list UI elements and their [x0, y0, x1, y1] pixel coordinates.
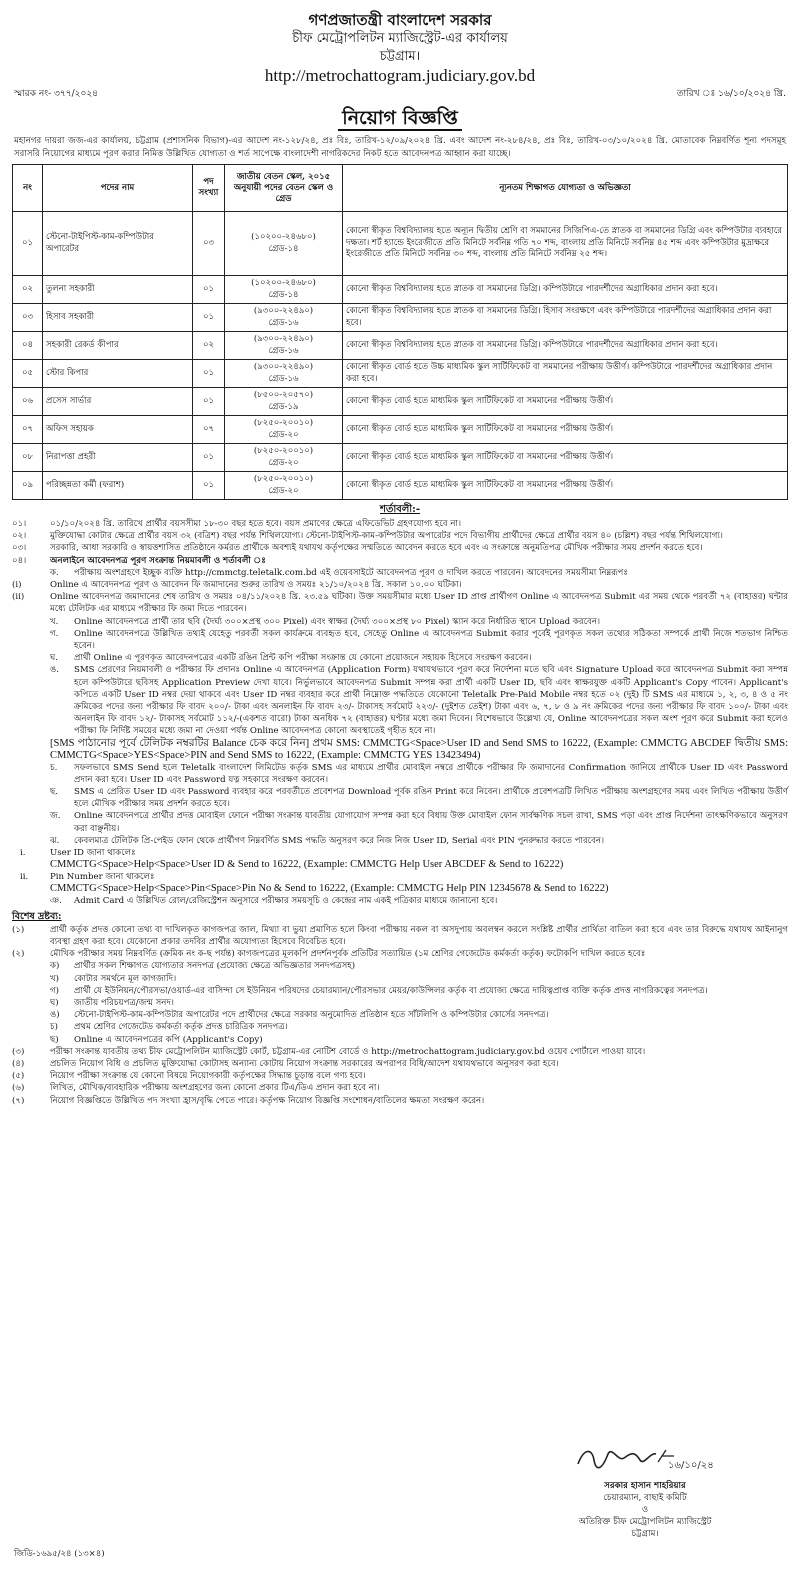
- scale-grade: গ্রেড-১৬: [268, 345, 299, 356]
- table-row: [13, 416, 788, 444]
- table-row: [13, 388, 788, 416]
- memo-date: তারিখ ঃ ১৬/১০/২০২৪ খ্রি.: [676, 89, 786, 99]
- table-row: [13, 304, 788, 332]
- memo-ref: স্মারক নং- ৩৭৭/২০২৪: [14, 89, 99, 99]
- scale-grade: গ্রেড-১৬: [268, 373, 299, 384]
- item-text: পরীক্ষা সংক্রান্ত যাবতীয় তথ্য চীফ মেট্রোপলিটন ম্যাজিস্ট্রেট কোর্ট, চট্টগ্রাম-এর নোটিশ বোর্ডে ও http://metrochattogram.judiciary.gov.bd ওয়েব পোর্টালে পাওয়া যাবে।: [50, 1046, 646, 1057]
- doc-label: গ): [50, 985, 59, 996]
- cell-post: অফিস সহায়ক: [43, 416, 193, 444]
- cell-count: ০৭: [193, 416, 225, 444]
- conditions-title: [12, 502, 788, 518]
- doc-text: প্রার্থীর সকল শিক্ষাগত যোগ্যতার সনদপত্র (প্রযোজ্য ক্ষেত্রে অভিজ্ঞতার সনদপত্রসহ): [74, 961, 356, 972]
- cell-scale: [225, 360, 343, 388]
- scale-range: (৮২৫০-২০০১০): [253, 474, 314, 484]
- cell-count: ০১: [193, 360, 225, 388]
- online-rule: [12, 786, 788, 810]
- th-qual: ন্যূনতম শিক্ষাগত যোগ্যতা ও অভিজ্ঞতা: [343, 165, 788, 212]
- list-item: [12, 530, 788, 542]
- cell-no: ০৫: [13, 360, 43, 388]
- cell-count: ০১: [193, 276, 225, 304]
- cell-qual: কোনো স্বীকৃত বোর্ড হতে মাধ্যমিক স্কুল সার্টিফিকেট বা সমমানের পরীক্ষায় উত্তীর্ণ।: [343, 416, 788, 444]
- rule-text: Online আবেদনপত্র জমাদানের শেষ তারিখ ও সময়ঃ ০৪/১১/২০২৪ খ্রি. ২৩.৫৯ ঘটিকা। উক্ত সময়সীমার মধ্যে User ID প্রাপ্ত প্রার্থীগণ Online এ আবেদনপত্র Submit এর সময় থেকে পরবর্তী ৭২ (বাহাত্তর) ঘন্টার মধ্যে টেলিটক এর মাধ্যমে পরীক্ষার ফি জমা দিতে পারবেন।: [50, 592, 788, 615]
- scale-grade: গ্রেড-১৪: [268, 289, 299, 300]
- doc-item: [12, 973, 788, 985]
- item-number: (৭): [12, 1095, 25, 1106]
- cell-count: ০১: [193, 472, 225, 500]
- online-rule: [12, 591, 788, 615]
- item-number: ০৩।: [12, 543, 27, 554]
- rule-text: CMMCTG<Space>Help<Space>User ID & Send to 16222, (Example: CMMCTG Help User ABCDEF & Send to 16222): [50, 859, 564, 871]
- cell-post: তুলনা সহকারী: [43, 276, 193, 304]
- scale-range: (১০২০০-২৪৬৮০): [251, 278, 316, 288]
- table-row: [13, 276, 788, 304]
- item-text: লিখিত, মৌখিক/ব্যবহারিক পরীক্ষায় অংশগ্রহণের জন্য কোনো প্রকার টিএ/ডিএ প্রদান করা হবে না।: [50, 1083, 380, 1094]
- online-rule: [12, 810, 788, 834]
- table-row: [13, 212, 788, 276]
- table-row: [13, 360, 788, 388]
- item-number: ০৪।: [12, 555, 27, 566]
- cell-qual: কোনো স্বীকৃত বিশ্ববিদ্যালয় হতে স্নাতক বা সমমানের ডিগ্রি। হিসাব সংরক্ষণে এবং কম্পিউটারে পারদর্শীদের অগ্রাধিকার প্রদান করা হবে।: [343, 304, 788, 332]
- doc-item: [12, 985, 788, 997]
- list-item: [12, 1070, 788, 1082]
- item-text: নিয়োগ বিজ্ঞপ্তিতে উল্লিখিত পদ সংখ্যা হ্রাস/বৃদ্ধি পেতে পারে। কর্তৃপক্ষ নিয়োগ বিজ্ঞপ্তি সংশোধন/বাতিলের ক্ষমতা সংরক্ষণ করেন।: [50, 1095, 485, 1106]
- rule-text: CMMCTG<Space>Help<Space>Pin<Space>Pin No & Send to 16222, (Example: CMMCTG Help PIN 12345678 & Send to 16222): [50, 883, 609, 895]
- cell-post: হিসাব সহকারী: [43, 304, 193, 332]
- doc-text: স্টেনো-টাইপিস্ট-কাম-কম্পিউটার অপারেটর পদে প্রার্থীদের ক্ষেত্রে সরকার অনুমোদিত প্রতিষ্ঠান হতে সাঁটলিপি ও কম্পিউটার কোর্সের সনদপত্র।: [74, 1010, 549, 1021]
- signatory-and: ও: [641, 1505, 649, 1515]
- doc-item: [12, 997, 788, 1009]
- signatory-role-1: চেয়ারম্যান, বাছাই কমিটি: [603, 1493, 687, 1503]
- th-scale: জাতীয় বেতন স্কেল, ২০১৫ অনুযায়ী পদের বেতন স্কেল ও গ্রেড: [225, 165, 343, 212]
- table-row: [13, 472, 788, 500]
- online-rule: [12, 835, 788, 847]
- doc-text: কোটার সমর্থনে মূল কাগজাদি।: [74, 973, 177, 984]
- memo-row: [12, 87, 788, 101]
- cell-post: সহকারী রেকর্ড কীপার: [43, 332, 193, 360]
- signature-image: [570, 1440, 720, 1476]
- rule-text: কেবলমাত্র টেলিটক প্রি-পেইড ফোন থেকে প্রার্থীগণ নিম্নবর্ণিত SMS পদ্ধতি অনুসরণ করে নিজ নিজ User ID, Serial এবং PIN পুনরুদ্ধার করতে পারবেন।: [74, 835, 605, 846]
- cell-post: স্টেনো-টাইপিস্ট-কাম-কম্পিউটার অপারেটর: [43, 212, 193, 276]
- cell-no: ০২: [13, 276, 43, 304]
- list-item: [12, 1058, 788, 1070]
- cell-no: ০৯: [13, 472, 43, 500]
- doc-item: [12, 1009, 788, 1021]
- rule-label: (i): [12, 580, 22, 591]
- table-row: [13, 332, 788, 360]
- rule-label: জ.: [50, 811, 61, 822]
- item-number: (৪): [12, 1058, 25, 1069]
- list-item: [12, 924, 788, 948]
- cell-count: ০৩: [193, 212, 225, 276]
- doc-text: প্রার্থী যে ইউনিয়ন/পৌরসভা/ওয়ার্ড-এর বাসিন্দা সে ইউনিয়ন পরিষদের চেয়ারম্যান/পৌরসভার মেয়র/কাউন্সিলর কর্তৃক বা প্রযোজ্য ক্ষেত্রে দায়িত্বপ্রাপ্ত ব্যক্তি কর্তৃক প্রদত্ত নাগরিকত্বের সনদপত্র।: [74, 985, 708, 996]
- scale-range: (৯৩০০-২২৪৯০): [253, 334, 314, 344]
- rule-text: প্রার্থী Online এ পূরণকৃত আবেদনপত্রের একটি রঙিন প্রিন্ট কপি পরীক্ষা সংক্রান্ত যে কোনো প্রয়োজনে সহায়ক হিসেবে সংরক্ষণ করবেন।: [74, 653, 532, 664]
- rule-text: SMS এ প্রেরিত User ID এবং Password ব্যবহার করে পরবর্তীতে প্রবেশপত্র Download পূর্বক রঙিন Print করে নিবেন। প্রার্থীকে প্রবেশপত্রটি লিখিত পরীক্ষায় অংশগ্রহণের সময় এবং লিখিত পরীক্ষায় উত্তীর্ণ হলে মৌখিক পরীক্ষার সময় প্রদর্শন করতে হবে।: [74, 787, 788, 810]
- doc-label: খ): [50, 973, 59, 984]
- rule-heading: Pin Number জানা থাকলেঃ: [50, 872, 155, 883]
- cell-qual: কোনো স্বীকৃত বিশ্ববিদ্যালয় হতে অন্যূন দ্বিতীয় শ্রেণি বা সমমানের সিজিপিএ-তে স্নাতক বা সমমানের ডিগ্রি এবং কম্পিউটার ব্যবহারে দক্ষতা। শর্ট হ্যান্ডে ইংরেজীতে প্রতি মিনিটে সর্বনিম্ন গতি ৭০ শব্দ, বাংলায় প্রতি মিনিটে সর্বনিম্ন ৪৫ শব্দ এবং কম্পিউটার মুদ্রাক্ষরে ইংরেজীতে প্রতি মিনিটে সর্বনিম্ন ৩০ শব্দ, বাংলায় প্রতি মিনিটে সর্বনিম্ন ২৫ শব্দ।: [343, 212, 788, 276]
- doc-label: ছ): [50, 1034, 59, 1045]
- doc-label: ঘ): [50, 997, 59, 1008]
- item-number: (১): [12, 924, 25, 935]
- rule-label: i.: [20, 848, 26, 859]
- doc-label: ক): [50, 961, 60, 972]
- online-rule: [12, 895, 788, 907]
- special-notes-title: বিশেষ দ্রষ্টব্য:: [12, 910, 62, 922]
- doc-label: চ): [50, 1022, 58, 1033]
- cell-qual: কোনো স্বীকৃত বিশ্ববিদ্যালয় হতে স্নাতক বা সমমানের ডিগ্রি। কম্পিউটারে পারদর্শীদের অগ্রাধিকার প্রদান করা হবে।: [343, 276, 788, 304]
- header: [12, 10, 788, 87]
- scale-grade: গ্রেড-১৪: [268, 243, 299, 254]
- cell-qual: কোনো স্বীকৃত বোর্ড হতে উচ্চ মাধ্যমিক স্কুল সার্টিফিকেট বা সমমানের পরীক্ষায় উত্তীর্ণ। কম্পিউটারে পারদর্শীদের অগ্রাধিকার প্রদান করা হবে।: [343, 360, 788, 388]
- cell-post: প্রসেস সার্ভার: [43, 388, 193, 416]
- online-rule: [12, 579, 788, 591]
- online-rule: [12, 616, 788, 628]
- list-item: [12, 542, 788, 554]
- signatory-city: চট্টগ্রাম।: [631, 1529, 659, 1539]
- cell-scale: [225, 388, 343, 416]
- cell-no: ০৩: [13, 304, 43, 332]
- signature-block: [520, 1440, 770, 1540]
- cell-post: পরিচ্ছন্নতা কর্মী (ফরাশ): [43, 472, 193, 500]
- online-rule: [12, 664, 788, 737]
- recovery-rule: [12, 871, 788, 895]
- scale-range: (৯৩০০-২২৪৯০): [253, 306, 314, 316]
- scale-range: (১০২০০-২৪৬৮০): [251, 232, 316, 242]
- doc-text: Online এ আবেদনপত্রের কপি (Applicant's Copy): [74, 1034, 263, 1045]
- cell-scale: [225, 212, 343, 276]
- rule-label: ii.: [20, 872, 29, 883]
- rule-heading: User ID জানা থাকলেঃ: [50, 848, 136, 859]
- cell-count: ০১: [193, 388, 225, 416]
- rule-label: চ.: [50, 762, 58, 773]
- scale-grade: গ্রেড-২০: [268, 457, 299, 468]
- cell-no: ০১: [13, 212, 43, 276]
- cell-post: স্টোর কিপার: [43, 360, 193, 388]
- cell-count: ০১: [193, 304, 225, 332]
- online-rule: [12, 652, 788, 664]
- item-text: সরকারি, আধা সরকারি ও স্বায়ত্তশাসিত প্রতিষ্ঠানে কর্মরত প্রার্থীকে অবশ্যই যথাযথ কর্তৃপক্ষের সম্মতিতে আবেদন করতে হবে এবং এ সংক্রান্তে অনুমতিপত্র মৌখিক পরীক্ষার সময় প্রদর্শন করতে হবে।: [50, 543, 703, 554]
- cell-scale: [225, 416, 343, 444]
- cell-scale: [225, 332, 343, 360]
- cell-qual: কোনো স্বীকৃত বোর্ড হতে মাধ্যমিক স্কুল সার্টিফিকেট বা সমমানের পরীক্ষায় উত্তীর্ণ।: [343, 388, 788, 416]
- scale-grade: গ্রেড-২০: [268, 485, 299, 496]
- rule-text: সফলভাবে SMS Send হলে Teletalk বাংলাদেশ লিমিটেড কর্তৃক SMS এর মাধ্যমে প্রার্থীর মোবাইল নম্বরে প্রার্থীকে পরীক্ষার ফি জমাদানের Confirmation জানিয়ে প্রার্থীকে User ID এবং Password প্রদান করা হবে। User ID এবং Password যত্ন সহকারে সংরক্ষণ করবেন।: [74, 762, 788, 785]
- cell-count: ০১: [193, 444, 225, 472]
- recovery-rule: [12, 847, 788, 871]
- rule-label: ঞ.: [50, 896, 62, 907]
- cell-no: ০৮: [13, 444, 43, 472]
- cell-no: ০৭: [13, 416, 43, 444]
- scale-grade: গ্রেড-১৬: [268, 317, 299, 328]
- rule-text: Online আবেদনপত্রে প্রার্থীর প্রদত্ত মোবাইল ফোনে পরীক্ষা সংক্রান্ত যাবতীয় যোগাযোগ সম্পন্ন করা হবে বিধায় উক্ত মোবাইল ফোন সার্বক্ষণিক সচল রাখা, SMS পড়া এবং প্রাপ্ত নির্দেশনা তাৎক্ষণিকভাবে অনুসরণ করা বাঞ্ছনীয়।: [74, 811, 788, 834]
- table-header-row: [13, 165, 788, 212]
- cell-no: ০৬: [13, 388, 43, 416]
- rule-label: ছ.: [50, 787, 58, 798]
- list-item: [12, 1082, 788, 1094]
- rule-text: SMS প্রেরণের নিয়মাবলী ও পরীক্ষার ফি প্রদানঃ Online এ আবেদনপত্র (Application Form) যথাযথভাবে পূরণ করে নির্দেশনা মতে ছবি এবং Signature Upload করে আবেদনপত্র Submit করা সম্পন্ন হলে কম্পিউটারে ছবিসহ Application Preview দেখা যাবে। নির্ভুলভাবে আবেদনপত্র Submit সম্পন্ন করা প্রার্থী একটি User ID, ছবি এবং স্বাক্ষরযুক্ত একটি Applicant's Copy পাবেন। Applicant's কপিতে একটি User ID নম্বর দেয়া থাকবে এবং User ID নম্বর ব্যবহার করে প্রার্থী নিম্নোক্ত পদ্ধতিতে যেকোনো Teletalk Pre-Paid Mobile নম্বর হতে ০২ (দুই) টি SMS এর মাধ্যমে ১, ২, ৩, ৪ ও ৫ নং ক্রমিকের পদের জন্য পরীক্ষার ফি বাবদ ২০০/- টাকা এবং অনলাইন ফি বাবদ ২৩/- টাকাসহ সর্বমোট ২২৩/- (দুইশত তেইশ) টাকা এবং ৬, ৭, ৮ ও ৯ নং ক্রমিকের পদের জন্য পরীক্ষার ফি বাবদ ১০০/- টাকা এবং অনলাইন ফি বাবদ ১২/- টাকাসহ সর্বমোট ১১২/-(একশত বারো) টাকা অনধিক ৭২ (বাহাত্তর) ঘণ্টার মধ্যে জমা দিবেন। বিশেষভাবে উল্লেখ্য যে, Online আবেদনপত্রের সকল অংশ পূরণ করে Submit করা হলেও পরীক্ষা ফি নির্দিষ্ট সময়ের মধ্যে জমা না দেওয়া পর্যন্ত Online আবেদনপত্র কোনো অবস্থাতেই গৃহীত হবে না।: [74, 665, 788, 737]
- cell-scale: [225, 472, 343, 500]
- rule-label: ঘ.: [50, 653, 59, 664]
- rule-text: Online এ আবেদনপত্র পূরণ ও আবেদন ফি জমাদানের শুরুর তারিখ ও সময়ঃ ২১/১০/২০২৪ খ্রি. সকাল ১০.০০ ঘটিকা।: [50, 580, 462, 591]
- notice-title: নিয়োগ বিজ্ঞপ্তি: [338, 107, 461, 131]
- doc-item: [12, 1021, 788, 1033]
- cell-post: নিরাপত্তা প্রহরী: [43, 444, 193, 472]
- item-number: ০২।: [12, 531, 27, 542]
- cell-qual: কোনো স্বীকৃত বোর্ড হতে মাধ্যমিক স্কুল সার্টিফিকেট বা সমমানের পরীক্ষায় উত্তীর্ণ।: [343, 444, 788, 472]
- rule-label: গ.: [50, 628, 59, 639]
- signatory-name: সরকার হাসান শাহরিয়ার: [604, 1481, 686, 1491]
- doc-item: [12, 960, 788, 972]
- th-no: নং: [13, 165, 43, 212]
- rule-text: Online আবেদনপত্রে উল্লিখিত তথ্যই যেহেতু পরবর্তী সকল কার্যক্রমে ব্যবহৃত হবে, সেহেতু Online এ আবেদনপত্র Submit করার পূর্বেই পূরণকৃত সকল তথ্যের সঠিকতা সম্পর্কে প্রার্থী নিজে শতভাগ নিশ্চিত হবেন।: [74, 628, 788, 652]
- rule-label: ঙ.: [50, 665, 60, 676]
- list-item: [12, 1095, 788, 1107]
- rule-label: খ.: [50, 616, 59, 627]
- scale-range: (৮২৫০-২০০১০): [253, 418, 314, 428]
- cell-no: ০৪: [13, 332, 43, 360]
- item-number: (৫): [12, 1071, 25, 1082]
- office-url: http://metrochattogram.judiciary.gov.bd: [264, 66, 536, 85]
- cell-scale: [225, 276, 343, 304]
- doc-text: প্রথম শ্রেণির গেজেটেড কর্মকর্তা কর্তৃক প্রদত্ত চারিত্রিক সনদপত্র।: [74, 1022, 288, 1033]
- table-row: [13, 444, 788, 472]
- th-post: পদের নাম: [43, 165, 193, 212]
- online-rule: [12, 762, 788, 786]
- sms-text: [SMS পাঠানোর পূর্বে টেলিটক নম্বরটির Balance চেক করে নিন] প্রথম SMS: CMMCTG<Space>User ID and Send SMS to 16222, (Example: CMMCTG ABCDEF দ্বিতীয় SMS: CMMCTG<Space>YES<Space>PIN and Send SMS to 16222, (Example: CMMCTG YES 13423494): [50, 737, 788, 761]
- rule-label: ঝ.: [50, 835, 60, 846]
- signature-date: ১৬/১০/২৪: [668, 1460, 714, 1471]
- notice-title-wrap: [12, 105, 788, 131]
- cell-scale: [225, 304, 343, 332]
- cell-qual: কোনো স্বীকৃত বোর্ড হতে মাধ্যমিক স্কুল সার্টিফিকেট বা সমমানের পরীক্ষায় উত্তীর্ণ।: [343, 472, 788, 500]
- doc-text: জাতীয় পরিচয়পত্র/জন্ম সনদ।: [74, 997, 174, 1008]
- govt-title: গণপ্রজাতন্ত্রী বাংলাদেশ সরকার: [308, 11, 492, 29]
- item-text: অনলাইনে আবেদনপত্র পূরণ সংক্রান্ত নিয়মাবলী ও শর্তাবলী ঃ: [50, 555, 266, 566]
- doc-label: ঙ): [50, 1010, 60, 1021]
- list-item: [12, 555, 788, 567]
- list-item: [12, 948, 788, 960]
- online-rule: [12, 567, 788, 579]
- sms-instructions: [12, 738, 788, 762]
- th-count: পদ সংখ্যা: [193, 165, 225, 212]
- rule-text: Online আবেদনপত্রে প্রার্থী তার ছবি (দৈর্ঘ্য ৩০০×প্রস্থ ৩০০ Pixel) এবং স্বাক্ষর (দৈর্ঘ্য ৩০০×প্রস্থ ৮০ Pixel) স্ক্যান করে নির্ধারিত স্থানে Upload করবেন।: [74, 616, 601, 627]
- scale-range: (৯৩০০-২২৪৯০): [253, 362, 314, 372]
- signatory-role-2: অতিরিক্ত চীফ মেট্রোপলিটন ম্যাজিস্ট্রেট: [578, 1517, 712, 1527]
- item-text: নিয়োগ পরীক্ষা সংক্রান্ত যে কোনো বিষয়ে নিয়োগকারী কর্তৃপক্ষের সিদ্ধান্ত চূড়ান্ত বলে গণ্য হবে।: [50, 1071, 366, 1082]
- conditions-title-text: শর্তাবলী:-: [379, 504, 421, 515]
- cell-count: ০২: [193, 332, 225, 360]
- scale-range: (৮২৫০-২০০১০): [253, 446, 314, 456]
- item-number: (৩): [12, 1046, 25, 1057]
- footer-code: জিডি-১৬৯৫/২৪ (১৩×৪): [14, 1549, 105, 1559]
- office-city: চট্টগ্রাম।: [379, 49, 421, 64]
- rule-text: Admit Card এ উল্লিখিত রোল/রেজিস্ট্রেশন অনুসারে পরীক্ষার সময়সূচি ও কেন্দ্রের নাম একই পত্রিকার মাধ্যমে জানানো হবে।: [74, 896, 498, 907]
- scale-range: (৮৫০০-২০৫৭০): [253, 390, 314, 400]
- item-number: ০১।: [12, 519, 27, 529]
- jobs-table: [12, 164, 788, 500]
- scale-grade: গ্রেড-২০: [268, 429, 299, 440]
- rule-label: (ii): [12, 592, 25, 603]
- list-item: [12, 1046, 788, 1058]
- conditions-list: [12, 518, 788, 1107]
- item-text: প্রচলিত নিয়োগ বিধি ও প্রচলিত মুক্তিযোদ্ধা কোটাসহ অন্যান্য কোটায় নিয়োগ সংক্রান্ত সরকারের অপরাপর বিধি/আদেশ যথাযথভাবে অনুসরণ করা হবে।: [50, 1058, 559, 1069]
- cell-scale: [225, 444, 343, 472]
- online-rule: [12, 628, 788, 652]
- item-text: প্রার্থী কর্তৃক প্রদত্ত কোনো তথ্য বা দাখিলকৃত কাগজপত্র জাল, মিথ্যা বা ভুয়া প্রমাণিত হলে কিংবা পরীক্ষায় নকল বা অসদুপায় অবলম্বন করলে সংশ্লিষ্ট প্রার্থীর প্রার্থিতা বাতিল করা হবে এবং তার বিরুদ্ধে যথাযথ আইনানুগ ব্যবস্থা গ্রহণ করা হবে। যেকোনো প্রকার তদবির প্রার্থীর অযোগ্যতা হিসেবে বিবেচিত হবে।: [50, 924, 788, 947]
- doc-item: [12, 1034, 788, 1046]
- cell-qual: কোনো স্বীকৃত বিশ্ববিদ্যালয় হতে স্নাতক বা সমমানের ডিগ্রি। কম্পিউটারে পারদর্শীদের অগ্রাধিকার প্রদান করা হবে।: [343, 332, 788, 360]
- intro-paragraph: মহানগর দায়রা জজ-এর কার্যালয়, চট্টগ্রাম (প্রশাসনিক বিভাগ)-এর আদেশ নং-১২৮/২৪, প্রঃ বিঃ, তারিখ-১২/০৯/২০২৪ খ্রি. এবং আদেশ নং-২৮৪/২৪, প্রঃ বিঃ, তারিখ-০৩/১০/২০২৪ খ্রি. মোতাবেক নিম্নবর্ণিত শূন্য পদসমূহ সরাসরি নিয়োগের মাধ্যমে পূরণ করার নিমিত্ত উল্লিখিত যোগ্যতা ও শর্ত সাপেক্ষে বাংলাদেশী নাগরিকদের নিকট হতে আবেদনপত্র আহ্বান করা যাচ্ছে।: [14, 136, 786, 159]
- item-text: মুক্তিযোদ্ধা কোটার ক্ষেত্রে প্রার্থীর বয়স ৩২ (বত্রিশ) বছর পর্যন্ত শিথিলযোগ্য। স্টেনো-টাইপিস্ট-কাম-কম্পিউটার অপারেটর পদে বিভাগীয় প্রার্থীদের ক্ষেত্রে প্রার্থীর বয়স ৪০ (চল্লিশ) বছর পর্যন্ত শিথিলযোগ্য।: [50, 531, 723, 542]
- item-number: (৬): [12, 1083, 25, 1094]
- rule-label: ক.: [50, 567, 59, 578]
- item-text: মৌখিক পরীক্ষার সময় নিম্নবর্ণিত (ক্রমিক নং ক-ছ পর্যন্ত) কাগজপত্রের মূলকপি প্রদর্শনপূর্বক প্রতিটির সত্যায়িত (১ম শ্রেণির গেজেটেড কর্মকর্তা কর্তৃক) ফটোকপি দাখিল করতে হবেঃ: [50, 949, 646, 960]
- item-text: ০১/১০/২০২৪ খ্রি. তারিখে প্রার্থীর বয়সসীমা ১৮-৩০ বছর হতে হবে। বয়স প্রমাণের ক্ষেত্রে এফিডেভিট গ্রহণযোগ্য হবে না।: [50, 519, 462, 529]
- scale-grade: গ্রেড-১৯: [268, 401, 299, 412]
- item-number: (২): [12, 949, 25, 960]
- list-item: [12, 518, 788, 530]
- office-name: চীফ মেট্রোপলিটন ম্যাজিস্ট্রেট-এর কার্যালয়: [292, 31, 508, 46]
- rule-text: পরীক্ষায় অংশগ্রহণে ইচ্ছুক ব্যক্তি http://cmmctg.teletalk.com.bd এই ওয়েবসাইটে আবেদনপত্র পূরণ ও দাখিল করতে পারবেন। আবেদনের সময়সীমা নিম্নরূপঃ: [74, 567, 628, 578]
